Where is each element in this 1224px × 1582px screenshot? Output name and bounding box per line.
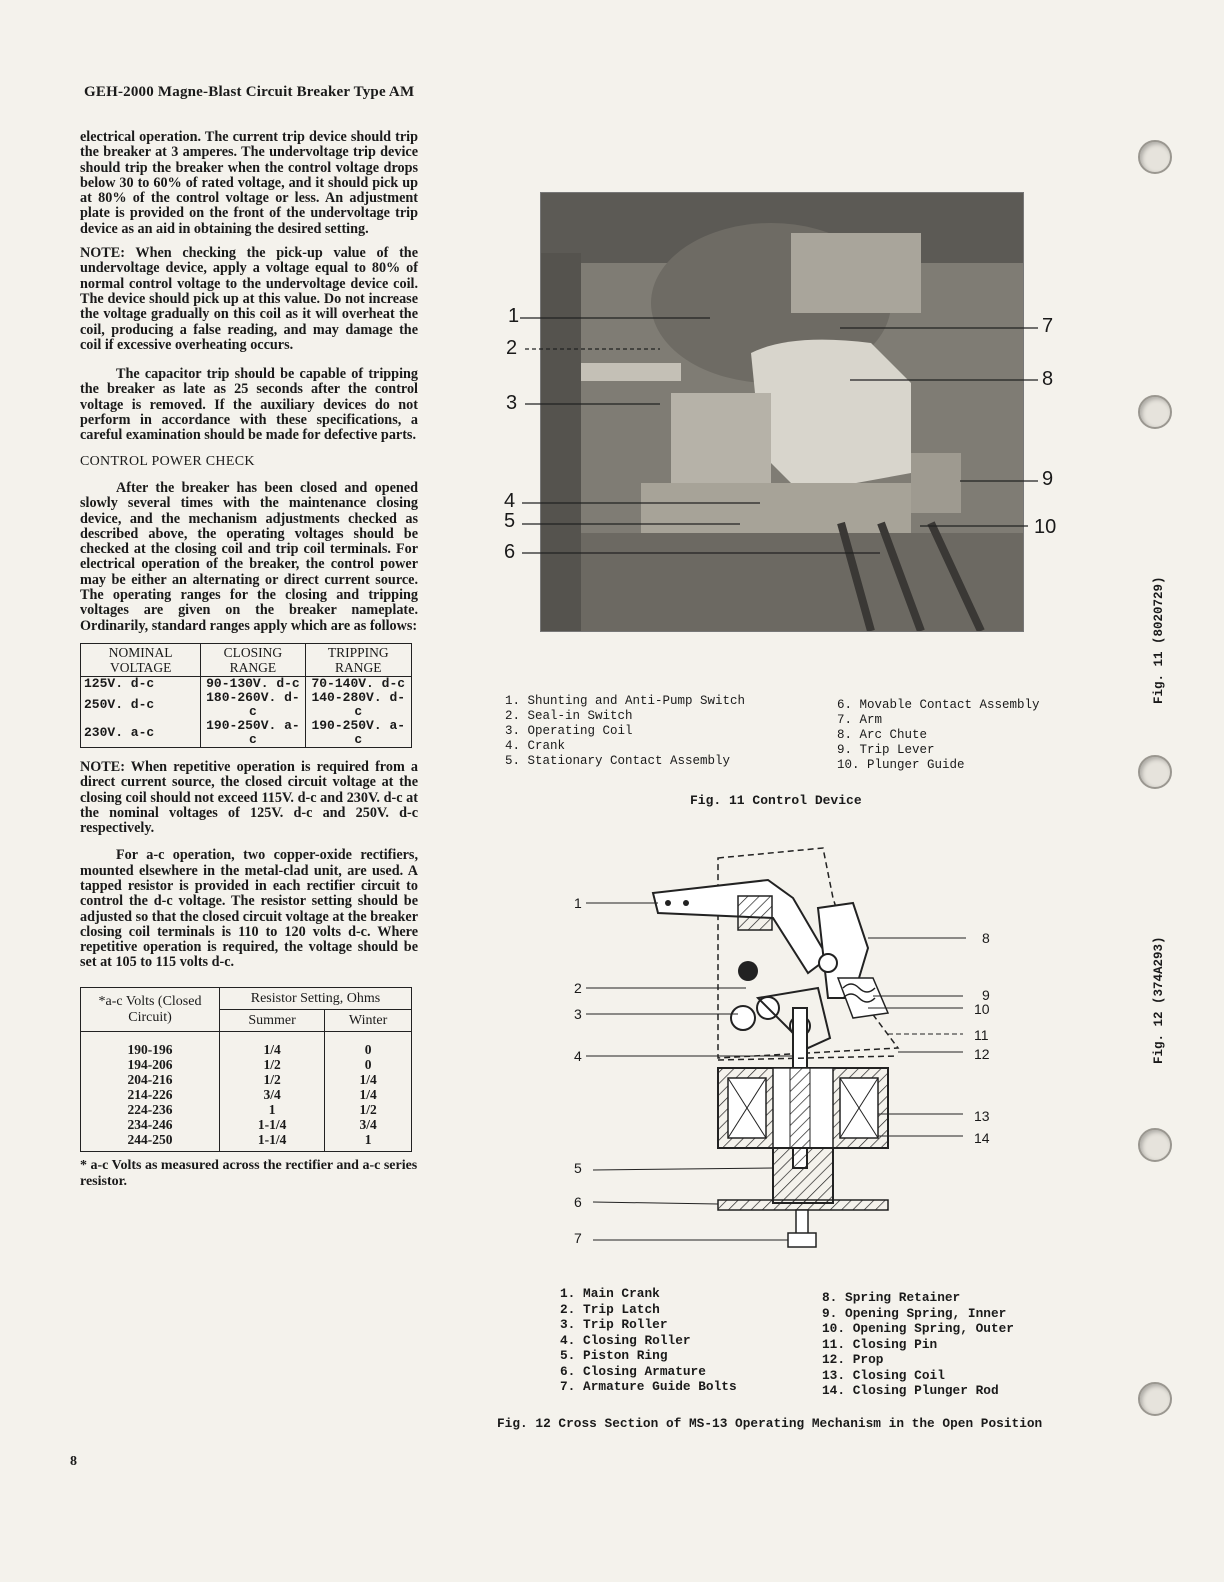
table-row: [81, 1087, 412, 1102]
fig12-caption: Fig. 12 Cross Section of MS-13 Operating Mechanism in the Open Position: [497, 1416, 1043, 1431]
table-cell: 125V. d-c: [81, 676, 201, 691]
fig11-callout: 9: [1042, 468, 1054, 490]
legend-item: 5. Piston Ring: [560, 1348, 668, 1363]
table-cell: 1/4: [220, 1032, 325, 1058]
table-row: [81, 1117, 412, 1132]
table-cell: 1/2: [220, 1072, 325, 1087]
fig12-callout: 10: [974, 1001, 990, 1017]
table-row: [81, 1102, 412, 1117]
table-cell: 0: [325, 1057, 412, 1072]
operating-mechanism-diagram: [568, 838, 1008, 1278]
fig11-callout: 3: [506, 392, 518, 414]
table-row: [81, 719, 412, 748]
fig12-callout: 12: [974, 1046, 990, 1062]
resistor-setting-table: [80, 987, 412, 1153]
table-cell: 1/4: [325, 1072, 412, 1087]
legend-item: 14. Closing Plunger Rod: [822, 1383, 999, 1398]
table-cell: 1-1/4: [220, 1132, 325, 1152]
fig12-side-label: Fig. 12 (374A293): [1152, 936, 1166, 1064]
legend-item: 7. Arm: [837, 713, 883, 727]
binder-hole: [1138, 1128, 1172, 1162]
paragraph: electrical operation. The current trip device should trip the breaker at 3 amperes. The undervoltage trip device should trip the breaker when the control voltage drops below 30 to 60% of rated voltage, and it should pick up at 80% of the control voltage or less. An adjustment plate is provided on the front of the undervoltage trip device as an aid in obtaining the desired setting.: [80, 129, 418, 237]
fig12-callout: 5: [574, 1160, 582, 1176]
table-cell: 70-140V. d-c: [305, 676, 411, 691]
legend-item: 12. Prop: [822, 1352, 884, 1367]
table-row: [81, 691, 412, 719]
fig11-caption: Fig. 11 Control Device: [690, 793, 862, 808]
fig12-callout: 9: [982, 987, 990, 1003]
legend-item: 9. Trip Lever: [837, 743, 935, 757]
table-cell: 180-260V. d-c: [201, 691, 305, 719]
fig12-callout: 1: [574, 895, 582, 911]
fig11-leader-lines: [500, 300, 1070, 560]
fig11-callout: 4: [504, 490, 516, 512]
table-row: [81, 676, 412, 691]
legend-item: 3. Operating Coil: [505, 724, 633, 738]
table-header: TRIPPING RANGE: [305, 643, 411, 676]
table-row: [81, 1032, 412, 1058]
table-cell: 1/4: [325, 1087, 412, 1102]
note-paragraph: NOTE: When checking the pick-up value of the undervoltage device, apply a voltage equal to 80% of normal control voltage to the undervoltage device coil. The device should pick up at this value. Do not increase the voltage gradually on this coil as it will overheat the coil, producing a false reading, and may damage the coil if excessive overheating occurs.: [80, 245, 418, 353]
fig12-callout: 13: [974, 1108, 990, 1124]
paragraph: After the breaker has been closed and opened slowly several times with the maintenance closing device, and the mechanism adjustments checked as described above, the operating voltages should be checked at the closing coil and trip coil terminals. For electrical operation of the breaker, the control power may be either an alternating or direct current source. The operating ranges for the closing and tripping voltages are given on the breaker nameplate. Ordinarily, standard ranges apply which are as follows:: [80, 479, 418, 634]
fig12-callout: 4: [574, 1048, 582, 1064]
table-cell: 1: [220, 1102, 325, 1117]
table-cell: 214-226: [81, 1087, 220, 1102]
table-header: CLOSING RANGE: [201, 643, 305, 676]
legend-item: 13. Closing Coil: [822, 1367, 945, 1383]
fig11-callout: 6: [504, 541, 516, 563]
fig11-callout: 5: [504, 510, 516, 532]
left-column: [80, 130, 418, 1190]
table-footnote: * a-c Volts as measured across the rectifier and a-c series resistor.: [80, 1158, 418, 1190]
table-cell: 140-280V. d-c: [305, 691, 411, 719]
legend-item: 4. Closing Roller: [560, 1332, 691, 1348]
legend-item: 10. Plunger Guide: [837, 758, 965, 772]
page-number: 8: [70, 1454, 77, 1469]
fig11-callout: 8: [1042, 368, 1054, 390]
table-header: Summer: [220, 1010, 325, 1032]
note-paragraph: NOTE: When repetitive operation is required from a direct current source, the closed circuit voltage at the closing coil should not exceed 115V. d-c and 230V. d-c at the nominal voltages of 125V. d-c and 250V. d-c respectively.: [80, 758, 418, 837]
table-cell: 0: [325, 1032, 412, 1058]
page-header: GEH-2000 Magne-Blast Circuit Breaker Type AM: [84, 84, 415, 100]
table-cell: 244-250: [81, 1132, 220, 1152]
table-header: Winter: [325, 1010, 412, 1032]
legend-item: 1. Main Crank: [560, 1286, 660, 1301]
legend-item: 6. Movable Contact Assembly: [837, 698, 1040, 712]
legend-item: 7. Armature Guide Bolts: [560, 1379, 737, 1394]
paragraph: For a-c operation, two copper-oxide rectifiers, mounted elsewhere in the metal-clad unit, are used. A tapped resistor is provided in each rectifier circuit to control the d-c voltage. The resistor setting should be adjusted so that the closed circuit voltage at the breaker closing coil terminals is 110 to 120 volts d-c. Where repetitive operation is required, the voltage should be set at 105 to 115 volts d-c.: [80, 847, 418, 971]
table-cell: 190-196: [81, 1032, 220, 1058]
table-cell: 1-1/4: [220, 1117, 325, 1132]
fig12-callout: 7: [574, 1230, 582, 1246]
legend-item: 10. Opening Spring, Outer: [822, 1321, 1014, 1336]
table-cell: 1: [325, 1132, 412, 1152]
table-cell: 90-130V. d-c: [201, 676, 305, 691]
table-cell: 230V. a-c: [81, 719, 201, 748]
fig12-callout: 14: [974, 1130, 990, 1146]
table-row: [81, 1132, 412, 1152]
table-cell: 224-236: [81, 1102, 220, 1117]
fig11-callout: 10: [1034, 516, 1057, 538]
fig12-callout: 6: [574, 1194, 582, 1210]
fig11-callout: 2: [506, 337, 518, 359]
table-cell: 3/4: [325, 1117, 412, 1132]
binder-hole: [1138, 140, 1172, 174]
legend-item: 4. Crank: [505, 739, 566, 753]
table-header: NOMINAL VOLTAGE: [81, 643, 201, 676]
table-cell: 190-250V. a-c: [305, 719, 411, 748]
table-cell: 1/2: [325, 1102, 412, 1117]
binder-hole: [1138, 395, 1172, 429]
binder-hole: [1138, 1382, 1172, 1416]
table-cell: 234-246: [81, 1117, 220, 1132]
paragraph: The capacitor trip should be capable of tripping the breaker as late as 25 seconds after the control voltage is removed. If the auxiliary devices do not perform in accordance with these specifications, a careful examination should be made for defective parts.: [80, 366, 418, 444]
legend-item: 1. Shunting and Anti-Pump Switch: [505, 694, 746, 708]
table-cell: 190-250V. a-c: [201, 719, 305, 748]
section-heading: CONTROL POWER CHECK: [80, 453, 255, 469]
legend-item: 5. Stationary Contact Assembly: [505, 754, 731, 768]
legend-item: 8. Spring Retainer: [822, 1290, 961, 1305]
fig12-callout: 8: [982, 930, 990, 946]
legend-item: 8. Arc Chute: [837, 728, 928, 742]
table-cell: 250V. d-c: [81, 691, 201, 719]
voltage-range-table: [80, 643, 412, 748]
table-cell: 3/4: [220, 1087, 325, 1102]
legend-item: 11. Closing Pin: [822, 1336, 938, 1352]
legend-item: 2. Trip Latch: [560, 1301, 660, 1317]
legend-item: 6. Closing Armature: [560, 1363, 706, 1379]
legend-item: 3. Trip Roller: [560, 1317, 668, 1332]
binder-hole: [1138, 755, 1172, 789]
table-header: *a-c Volts (Closed Circuit): [81, 987, 220, 1032]
table-cell: 204-216: [81, 1072, 220, 1087]
table-cell: 1/2: [220, 1057, 325, 1072]
fig11-callout: 7: [1042, 315, 1054, 337]
fig11-callout: 1: [508, 305, 520, 327]
table-row: [81, 1057, 412, 1072]
fig12-callout: 3: [574, 1006, 582, 1022]
table-header: Resistor Setting, Ohms: [220, 987, 412, 1009]
fig11-side-label: Fig. 11 (8020729): [1152, 576, 1166, 704]
table-row: [81, 1072, 412, 1087]
fig12-callout: 11: [974, 1027, 989, 1043]
fig12-callout: 2: [574, 980, 582, 996]
table-cell: 194-206: [81, 1057, 220, 1072]
legend-item: 2. Seal-in Switch: [505, 709, 633, 723]
legend-item: 9. Opening Spring, Inner: [822, 1305, 1007, 1321]
